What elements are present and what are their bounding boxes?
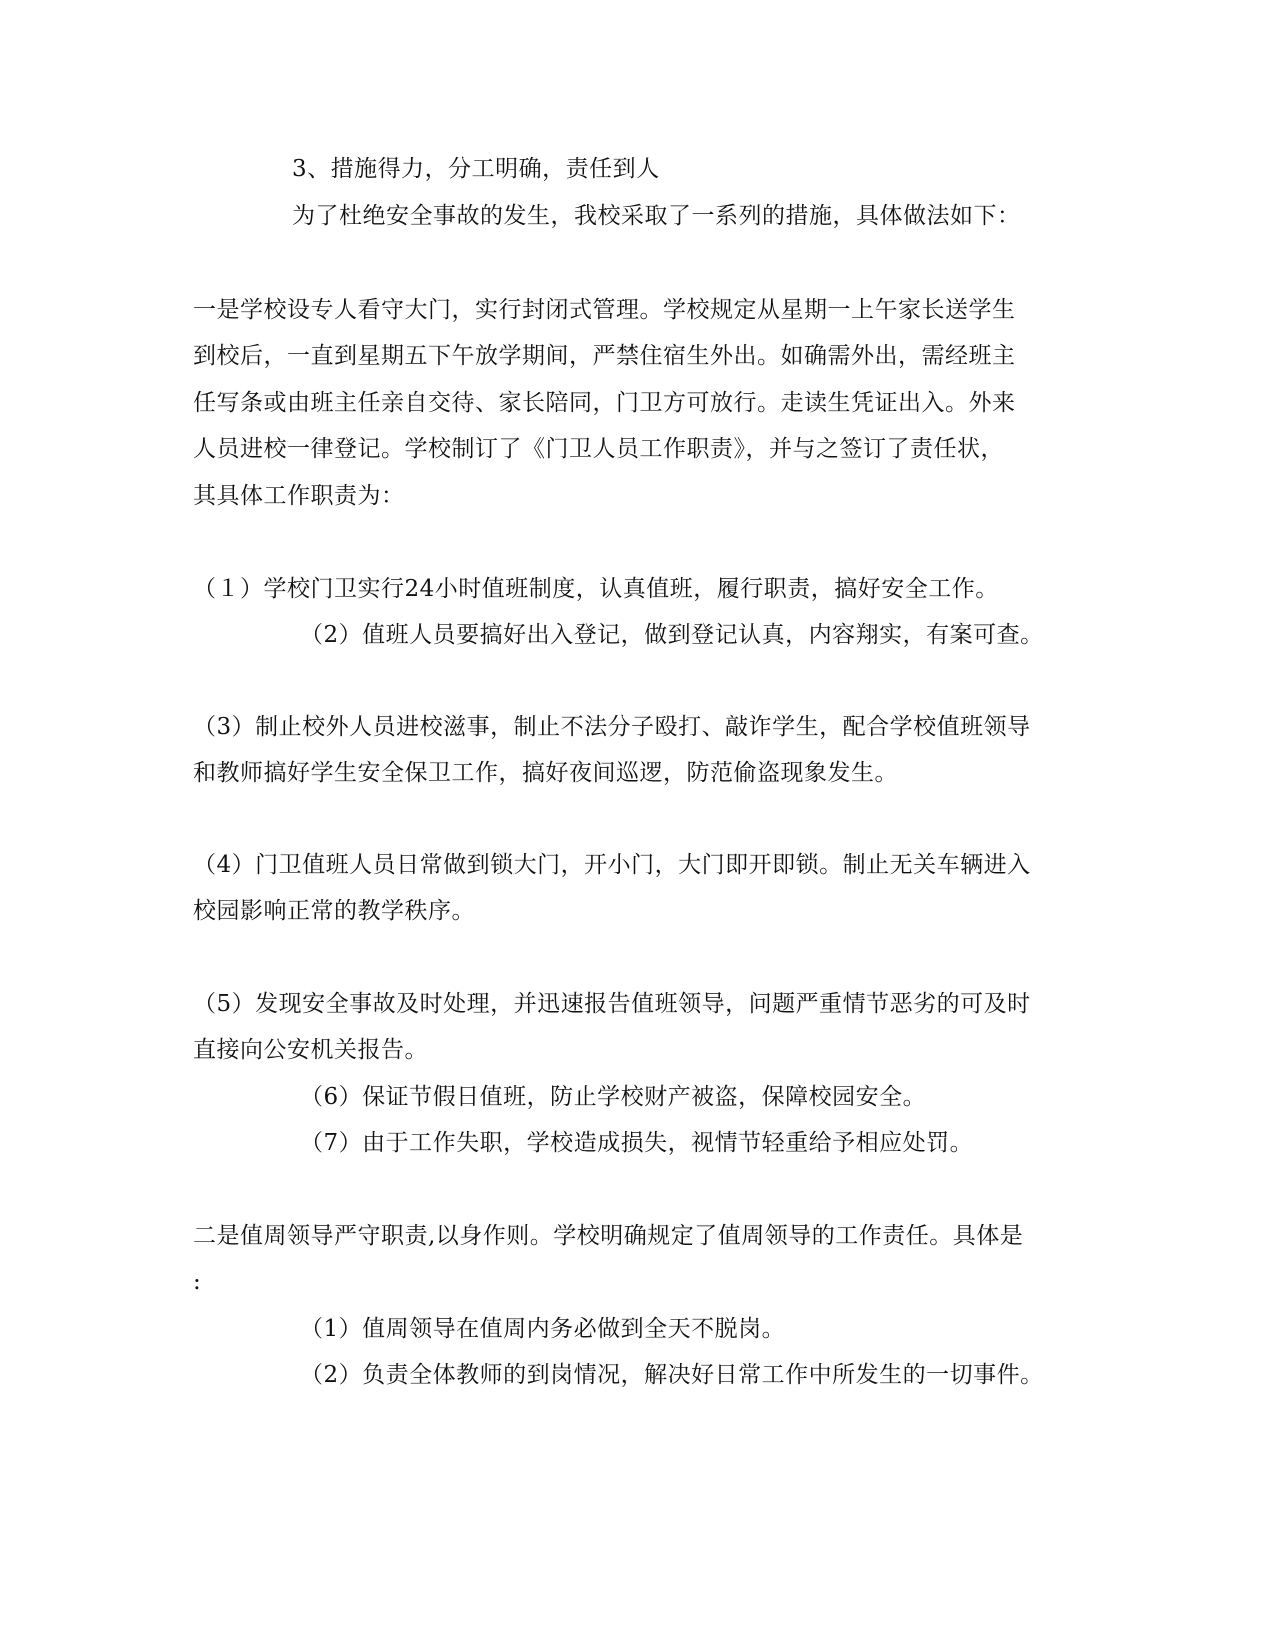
section2-line-cont: : [193,1269,202,1295]
duty-item-3: （3）制止校外人员进校滋事，制止不法分子殴打、敲诈学生，配合学校值班领导 [193,714,1031,740]
section1-line: 人员进校一律登记。学校制订了《门卫人员工作职责》，并与之签订了责任状， [193,436,1004,462]
section-heading: 3、措施得力，分工明确，责任到人 [292,156,660,182]
duty-item-1: （１）学校门卫实行24小时值班制度，认真值班，履行职责，搞好安全工作。 [193,576,999,602]
section1-line: 任写条或由班主任亲自交待、家长陪同，门卫方可放行。走读生凭证出入。外来 [193,390,1016,416]
duty-item-4: （4）门卫值班人员日常做到锁大门，开小门，大门即开即锁。制止无关车辆进入 [193,852,1031,878]
duty-item-4-cont: 校园影响正常的教学秩序。 [193,898,475,924]
section1-line: 到校后，一直到星期五下午放学期间，严禁住宿生外出。如确需外出，需经班主 [193,343,1016,369]
section1-line: 一是学校设专人看守大门，实行封闭式管理。学校规定从星期一上午家长送学生 [193,297,1016,323]
intro-paragraph: 为了杜绝安全事故的发生，我校采取了一系列的措施，具体做法如下： [292,203,1021,229]
duty-item-3-cont: 和教师搞好学生安全保卫工作，搞好夜间巡逻，防范偷盗现象发生。 [193,760,898,786]
section2-line: 二是值周领导严守职责,以身作则。学校明确规定了值周领导的工作责任。具体是 [193,1223,1024,1249]
duty-item-5-cont: 直接向公安机关报告。 [193,1037,428,1063]
duty-item-7: （7）由于工作失职，学校造成损失，视情节轻重给予相应处罚。 [300,1130,974,1156]
duty-item-5: （5）发现安全事故及时处理，并迅速报告值班领导，问题严重情节恶劣的可及时 [193,991,1031,1017]
section1-line: 其具体工作职责为： [193,483,405,509]
section2-item-2: （2）负责全体教师的到岗情况，解决好日常工作中所发生的一切事件。 [300,1362,1044,1388]
duty-item-6: （6）保证节假日值班，防止学校财产被盗，保障校园安全。 [300,1084,927,1110]
section2-item-1: （1）值周领导在值周内务必做到全天不脱岗。 [300,1316,786,1342]
duty-item-2: （2）值班人员要搞好出入登记，做到登记认真，内容翔实，有案可查。 [300,622,1044,648]
